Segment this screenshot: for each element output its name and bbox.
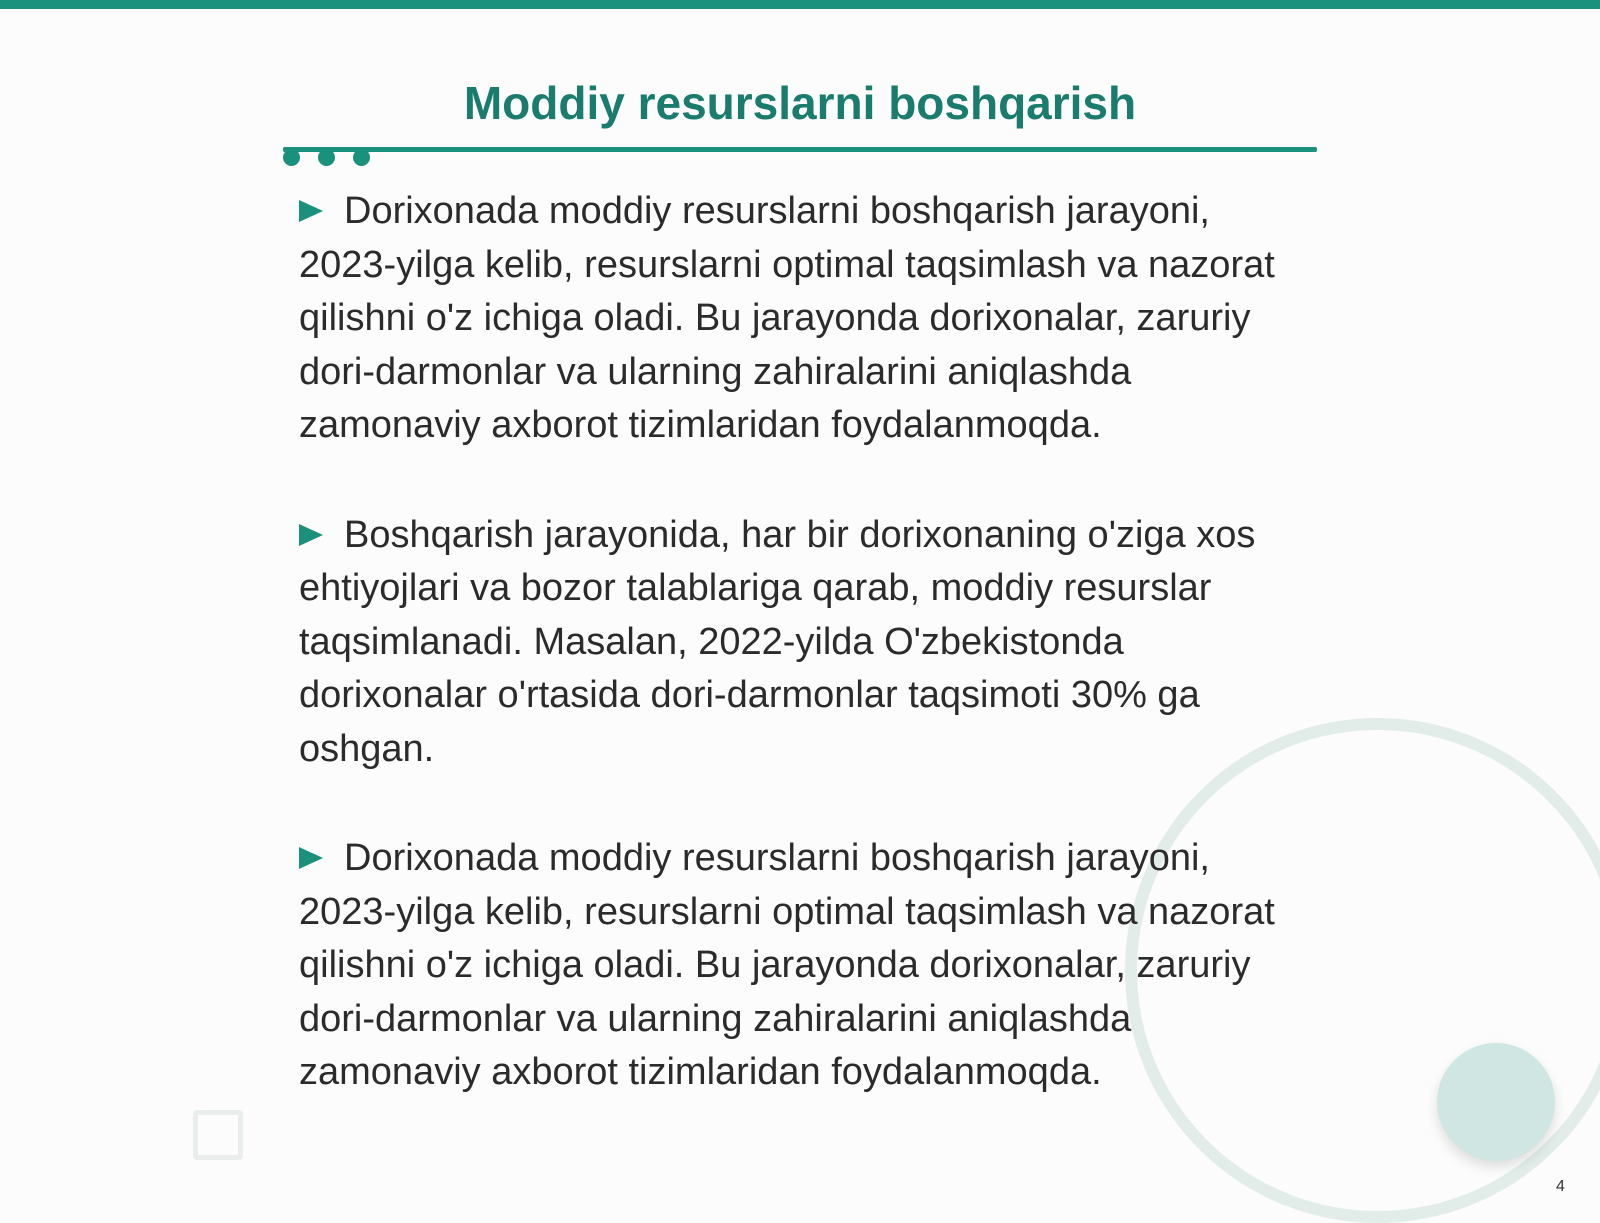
- triangle-bullet-icon: [299, 200, 323, 222]
- bullet-text: Boshqarish jarayonida, har bir dorixonaning o'ziga xos ehtiyojlari va bozor talablariga qarab, moddiy resurslar taqsimlanadi. Masalan, 2022-yilda O'zbekistonda dorixonalar o'rtasida dori-darmonlar taqsimoti 30% ga oshgan.: [299, 513, 1256, 770]
- triangle-bullet-icon: [299, 524, 323, 546]
- top-accent-bar: [0, 0, 1600, 9]
- triangle-bullet-icon: [299, 847, 323, 869]
- bullet-list: [299, 185, 1299, 1156]
- title-underline: [283, 147, 1317, 152]
- bullet-item: [299, 509, 1299, 777]
- underline-dot: [318, 149, 335, 166]
- bullet-text: Dorixonada moddiy resurslarni boshqarish jarayoni, 2023-yilga kelib, resurslarni optimal taqsimlash va nazorat qilishni o'z ichiga oladi. Bu jarayonda dorixonalar, zaruriy dori-darmonlar va ularning zahiralarini aniqlashda zamonaviy axborot tizimlaridan foydalanmoqda.: [299, 190, 1275, 446]
- bullet-item: [299, 185, 1299, 453]
- decorative-circle: [1437, 1043, 1555, 1161]
- bullet-item: [299, 832, 1299, 1100]
- decorative-square: [193, 1110, 243, 1160]
- bullet-text: Dorixonada moddiy resurslarni boshqarish jarayoni, 2023-yilga kelib, resurslarni optimal taqsimlash va nazorat qilishni o'z ichiga oladi. Bu jarayonda dorixonalar, zaruriy dori-darmonlar va ularning zahiralarini aniqlashda zamonaviy axborot tizimlaridan foydalanmoqda.: [299, 837, 1275, 1093]
- underline-dot: [353, 149, 370, 166]
- slide-title: Moddiy resurslarni boshqarish: [463, 77, 1137, 129]
- underline-dot: [283, 149, 300, 166]
- page-number: 4: [1556, 1178, 1565, 1195]
